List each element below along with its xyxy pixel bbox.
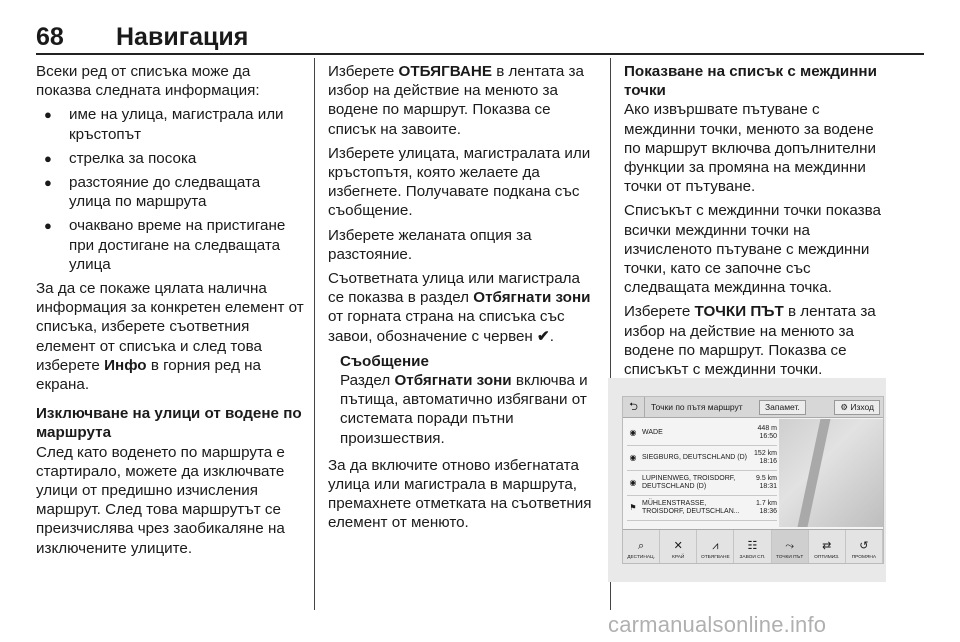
column-1 xyxy=(36,62,304,563)
waypoints-paragraph-1: Ако извършвате пътуване с междинни точки, менюто за водене по маршрут включва допълнителни функции за промяна на междинни точки от пътуване. xyxy=(624,101,876,196)
exclude-streets-paragraph: След като воденето по маршрута е стартирало, можете да изключвате улици от предишно изчисления маршрут. След това маршрутът се преизчислява чрез заобикаляне на изключените улиците. xyxy=(36,443,285,557)
save-button[interactable]: Запамет. xyxy=(759,400,806,415)
optimize-icon: ⇄ xyxy=(822,540,832,552)
select-street-paragraph: Изберете улицата, магистралата или кръстопътя, която желаете да избегнете. Получавате подкана със съобщение. xyxy=(328,144,591,220)
avoided-zones-term: Отбягнати зони xyxy=(473,289,591,307)
list-item: ● име на улица, магистрала или кръстопът xyxy=(36,105,304,143)
tab-change[interactable]: ↺ ПРОМЯНА xyxy=(846,530,883,563)
info-term: Инфо xyxy=(104,356,147,374)
navigation-screenshot xyxy=(608,378,886,582)
map-view xyxy=(779,419,884,527)
note-box xyxy=(328,352,596,448)
column-3 xyxy=(624,62,892,384)
list-item: ● стрелка за посока xyxy=(36,149,304,168)
screen-title: Точки по пътя маршрут xyxy=(651,402,743,412)
tab-avoid[interactable]: ⩘ ОТБЯГВАНЕ xyxy=(697,530,734,563)
change-icon: ↺ xyxy=(859,540,869,552)
info-list xyxy=(36,105,304,274)
avoided-zones-paragraph: Съответната улица или магистрала се показва в раздел Отбягнати зони от горната страна на списъка със завои, обозначение с червен ✔. xyxy=(328,270,591,345)
check-mark-icon: ✔ xyxy=(537,327,550,345)
flag-icon: ⚑ xyxy=(629,503,637,512)
waypoint-icon: ◉ xyxy=(629,478,637,487)
waypoint-list xyxy=(627,421,777,521)
reinclude-paragraph: За да включите отново избегнатата улица или магистрала в маршрута, премахнете отметката на съответния елемент от менюто. xyxy=(328,456,592,532)
note-text: Раздел Отбягнати зони включва и пътища, автоматично избягвани от системата поради пътни произшествия. xyxy=(340,372,588,447)
map-road xyxy=(798,419,831,527)
waypoints-paragraph-3: Изберете ТОЧКИ ПЪТ в лентата за избор на действие на менюто за водене по маршрут. Показва се списъкът с междинни точки. xyxy=(624,303,876,379)
list-item[interactable]: ⚑ MÜHLENSTRASSE, TROISDORF, DEUTSCHLAN... 1.7 km 18:36 xyxy=(627,496,777,521)
page-header xyxy=(36,18,924,52)
distance-paragraph: Изберете желаната опция за разстояние. xyxy=(328,226,532,263)
list-item: ● очаквано време на пристигане при достигане на следващата улица xyxy=(36,216,304,274)
waypoint-icon: ◉ xyxy=(629,428,637,437)
header-divider xyxy=(36,53,924,55)
section-title: Навигация xyxy=(116,23,249,51)
tab-waypoints[interactable]: ⤳ ТОЧКИ ПЪТ xyxy=(772,530,809,563)
list-item[interactable]: ◉ LUPINENWEG, TROISDORF, DEUTSCHLAND (D) 9.5 km 18:31 xyxy=(627,471,777,496)
road-icon: ⩘ xyxy=(712,540,719,552)
action-bar xyxy=(623,529,883,563)
tab-end[interactable]: ✕ КРАЙ xyxy=(660,530,697,563)
note-title: Съобщение xyxy=(340,352,429,370)
column-2 xyxy=(328,62,596,538)
tab-destination[interactable]: ⌕ ДЕСТИНАЦ. xyxy=(623,530,660,563)
waypoints-term: ТОЧКИ ПЪТ xyxy=(694,303,784,321)
turn-list-icon: ☷ xyxy=(747,540,758,552)
intro-paragraph: Всеки ред от списъка може да показва следната информация: xyxy=(36,63,260,100)
nav-screen xyxy=(622,396,884,564)
gear-icon: ⚙ xyxy=(840,401,851,412)
exit-button[interactable]: ⚙ Изход xyxy=(834,400,880,415)
avoided-zones-term: Отбягнати зони xyxy=(394,372,512,390)
destination-icon: ⌕ xyxy=(637,540,645,552)
tab-optimize[interactable]: ⇄ ОПТИМИЗ. xyxy=(809,530,846,563)
screen-top-bar xyxy=(623,397,883,418)
tab-turn-list[interactable]: ☷ ЗАВОИ СП. xyxy=(734,530,771,563)
exclude-streets-heading: Изключване на улици от водене по маршрута xyxy=(36,405,302,442)
page-number: 68 xyxy=(36,23,64,51)
waypoints-heading: Показване на списък с междинни точки xyxy=(624,63,877,100)
info-paragraph: За да се покаже цялата налична информация за конкретен елемент от списъка, изберете съответния елемент от списъка и след това изберете Инфо в горния ред на екрана. xyxy=(36,280,304,394)
waypoints-paragraph-2: Списъкът с междинни точки показва всички междинни точки на изчисленото пътуване с междинни точки, като се започне със следващата междинна точка. xyxy=(624,202,881,297)
watermark: carmanualsonline.info xyxy=(608,612,827,637)
end-icon: ✕ xyxy=(673,540,683,552)
list-item[interactable]: ◉ WADE 448 m 16:50 xyxy=(627,421,777,446)
avoid-term: ОТБЯГВАНЕ xyxy=(398,63,492,80)
avoid-paragraph: Изберете ОТБЯГВАНЕ в лентата за избор на действие на менюто за водене по маршрут. Показва се списък на завоите. xyxy=(328,63,584,138)
list-item: ● разстояние до следващата улица по маршрута xyxy=(36,173,304,211)
back-arrow-icon[interactable]: ⮌ xyxy=(623,397,645,417)
list-item[interactable]: ◉ SIEGBURG, DEUTSCHLAND (D) 152 km 18:16 xyxy=(627,446,777,471)
waypoint-icon: ◉ xyxy=(629,453,637,462)
waypoints-icon: ⤳ xyxy=(785,540,795,552)
column-divider-1 xyxy=(314,58,315,610)
